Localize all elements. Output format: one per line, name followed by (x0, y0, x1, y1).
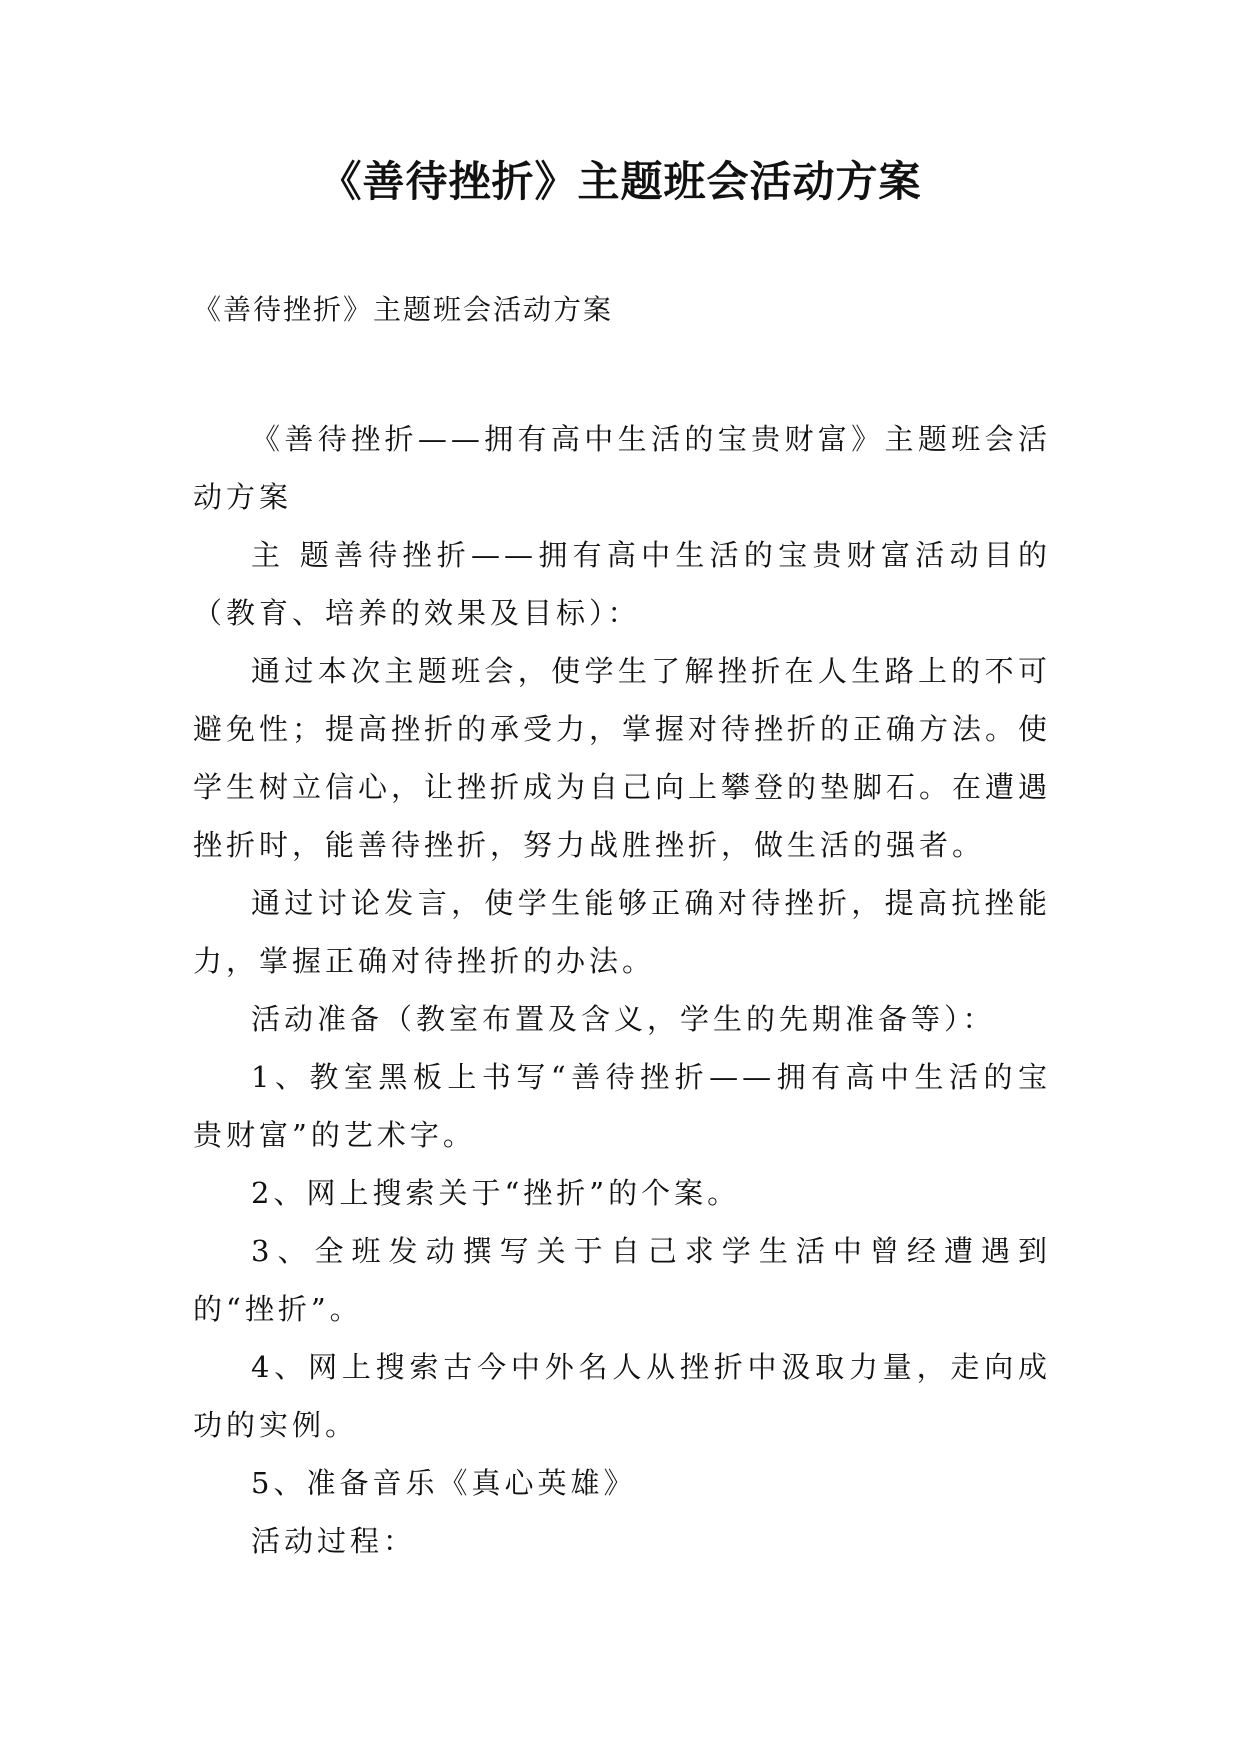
document-subtitle: 《善待挫折》主题班会活动方案 (193, 293, 614, 326)
list-item-prep-1: 1、教室黑板上书写“善待挫折——拥有高中生活的宝贵财富”的艺术字。 (193, 1060, 1051, 1152)
paragraph-theme-goal: 主 题善待挫折——拥有高中生活的宝贵财富活动目的（教育、培养的效果及目标）： (193, 538, 1051, 630)
paragraph-plan-title: 《善待挫折——拥有高中生活的宝贵财富》主题班会活动方案 (193, 422, 1051, 514)
paragraph-preparation-heading: 活动准备（教室布置及含义，学生的先期准备等）： (251, 1002, 996, 1036)
list-item-prep-3: 3、全班发动撰写关于自己求学生活中曾经遭遇到的“挫折”。 (193, 1234, 1051, 1326)
paragraph-objective: 通过本次主题班会，使学生了解挫折在人生路上的不可避免性；提高挫折的承受力，掌握对待挫折的正确方法。使学生树立信心，让挫折成为自己向上攀登的垫脚石。在遭遇挫折时，能善待挫折，努力战胜挫折，做生活的强者。 (193, 654, 1052, 862)
list-item-prep-5: 5、准备音乐《真心英雄》 (251, 1466, 637, 1500)
page-title: 《善待挫折》主题班会活动方案 (319, 157, 922, 206)
paragraph-discussion: 通过讨论发言，使学生能够正确对待挫折，提高抗挫能力，掌握正确对待挫折的办法。 (193, 886, 1051, 978)
list-item-prep-4: 4、网上搜索古今中外名人从挫折中汲取力量，走向成功的实例。 (193, 1350, 1051, 1442)
paragraph-process-heading: 活动过程： (251, 1524, 417, 1558)
list-item-prep-2: 2、网上搜索关于“挫折”的个案。 (251, 1176, 741, 1210)
document-body (193, 410, 1051, 1570)
